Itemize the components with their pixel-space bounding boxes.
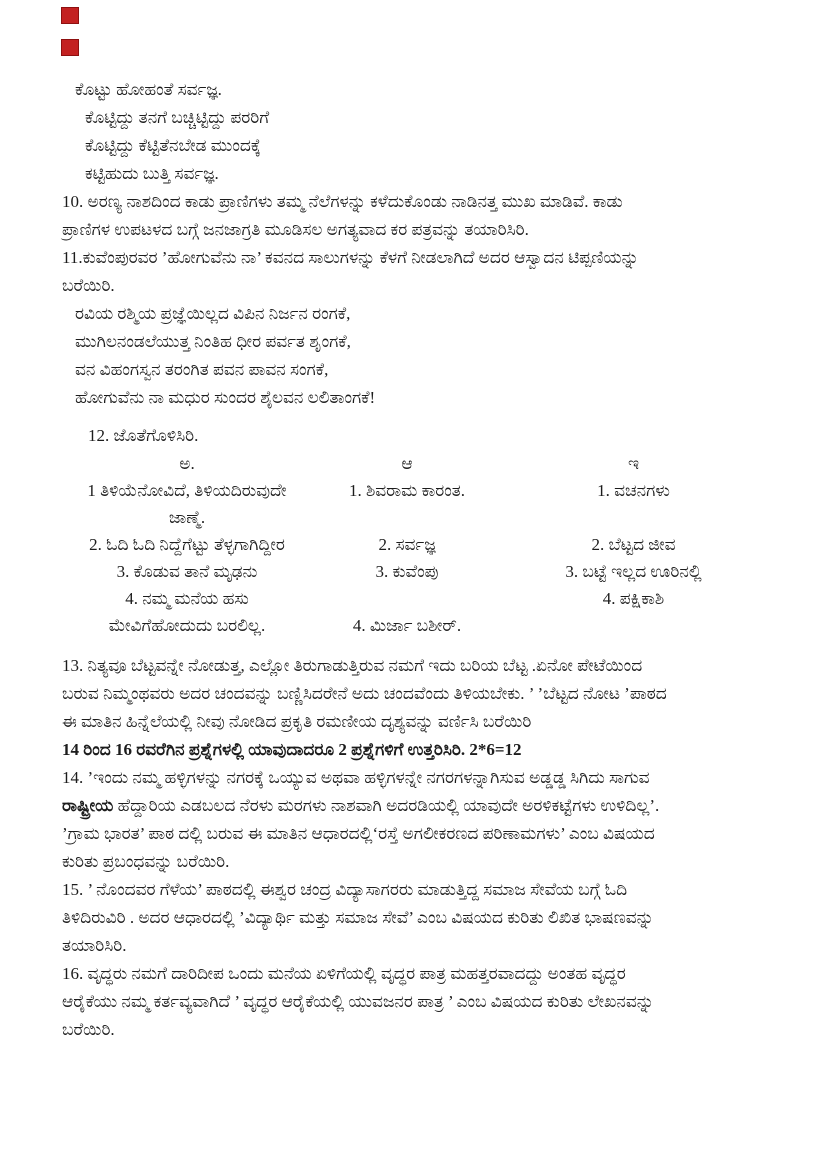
question-10-line-2: ಪ್ರಾಣಿಗಳ ಉಪಟಳದ ಬಗ್ಗೆ ಜನಜಾಗ್ರತಿ ಮೂಡಿಸಲ ಅಗತ್ಯವಾದ ಕರ ಪತ್ರವನ್ನು ತಯಾರಿಸಿರಿ. [62,220,529,239]
question-10 [62,188,767,244]
document-content [62,76,767,1044]
table-cell: 3. ಕೊಡುವ ತಾನೆ ಮೃಢನು [116,562,258,581]
question-14-line-3: ’ಗ್ರಾಮ ಭಾರತ’ ಪಾಠ ದಲ್ಲಿ ಬರುವ ಈ ಮಾತಿನ ಆಧಾರದಲ್ಲಿ‘ರಸ್ತೆ ಅಗಲೀಕರಣದ ಪರಿಣಾಮಗಳು’ ಎಂಬ ವಿಷಯದ [62,824,655,843]
question-13 [62,652,767,736]
table-cell: 1 ತಿಳಿಯೆನೋವಿದೆ, ತಿಳಿಯದಿರುವುದೇ [87,481,287,500]
question-16-line-1: 16. ವೃದ್ಧರು ನಮಗೆ ದಾರಿದೀಪ ಒಂದು ಮನೆಯ ಏಳಿಗೆಯಲ್ಲಿ ವೃದ್ಧರ ಪಾತ್ರ ಮಹತ್ತರವಾದದ್ದು ಅಂತಹ ವೃದ್ಧರ [62,964,626,983]
red-mark-top [61,7,79,24]
table-cell: 4. ಪಕ್ಷಿಕಾಶಿ [602,589,665,608]
table-cell [502,504,765,531]
question-14-bold-word: ರಾಷ್ಟ್ರೀಯ [62,796,114,815]
question-15-line-1: 15. ’ ನೊಂದವರ ಗೆಳೆಯ’ ಪಾಠದಲ್ಲಿ ಈಶ್ವರ ಚಂದ್ರ ವಿದ್ಯಾಸಾಗರರು ಮಾಡುತ್ತಿದ್ದ ಸಮಾಜ ಸೇವೆಯ ಬಗ್ಗೆ ಓದಿ [62,880,628,899]
question-14 [62,764,767,876]
poem-line: ವನ ವಿಹಂಗಸ್ವನ ತರಂಗಿತ ಪವನ ಪಾವನ ಸಂಗಕೆ, [75,360,329,379]
question-13-line-3: ಈ ಮಾತಿನ ಹಿನ್ನೆಲೆಯಲ್ಲಿ ನೀವು ನೋಡಿದ ಪ್ರಕೃತಿ ರಮಣೀಯ ದೃಶ್ಯವನ್ನು ವರ್ಣಿಸಿ ಬರೆಯಿರಿ [62,712,532,731]
table-cell: 4. ಮಿರ್ಜಾ ಬಶೀರ್. [352,616,462,635]
poem-hoguvenu-naa [62,300,767,412]
question-15-line-3: ತಯಾರಿಸಿರಿ. [62,936,127,955]
question-16-line-2: ಆರೈಕೆಯು ನಮ್ಮ ಕರ್ತವ್ಯವಾಗಿದೆ ’ ವೃದ್ಧರ ಆರೈಕೆಯಲ್ಲಿ ಯುವಜನರ ಪಾತ್ರ ’ ಎಂಬ ವಿಷಯದ ಕುರಿತು ಲೇಖನವನ್ನು [62,992,654,1011]
question-12-title: 12. ಜೊತೆಗೊಳಿಸಿರಿ. [88,426,199,445]
table-cell: 2. ಓದಿ ಓದಿ ನಿದ್ದೆಗೆಟ್ಟು ತೆಳ್ಳಗಾಗಿದ್ದೀರ [89,535,285,554]
question-11-line-1: 11.ಕುವೆಂಪುರವರ ’ಹೋಗುವೆನು ನಾ’ ಕವನದ ಸಾಲುಗಳನ್ನು ಕೆಳಗೆ ನೀಡಲಾಗಿದೆ ಅದರ ಆಸ್ವಾದನ ಟಿಪ್ಪಣಿಯನ್ನು [62,248,639,267]
verse-line: ಕೊಟ್ಟಿದ್ದು ತನಗೆ ಬಚ್ಚಿಟ್ಟಿದ್ದು ಪರರಿಗೆ [85,108,270,127]
table-cell [502,612,765,639]
verse-line: ಕಟ್ಟಿಹುದು ಬುತ್ತಿ ಸರ್ವಜ್ಞ. [85,164,219,183]
column-header-e: ಇ [627,454,640,473]
column-header-aa: ಆ [401,454,413,473]
question-11-line-2: ಬರೆಯಿರಿ. [62,276,115,295]
table-cell: 2. ಸರ್ವಜ್ಞ [378,535,436,554]
verse-line: ಕೊಟ್ಟು ಹೋಹಂತೆ ಸರ್ವಜ್ಞ. [75,80,222,99]
table-cell: ಜಾಣ್ಮೆ. [168,508,206,527]
question-14-line-4: ಕುರಿತು ಪ್ರಬಂಧವನ್ನು ಬರೆಯಿರಿ. [62,852,230,871]
question-14-line-2 [62,792,767,820]
question-14-line-1: 14. ’ಇಂದು ನಮ್ಮ ಹಳ್ಳಿಗಳನ್ನು ನಗರಕ್ಕೆ ಒಯ್ಯುವ ಅಥವಾ ಹಳ್ಳಿಗಳನ್ನೇ ನಗರಗಳನ್ನಾಗಿಸುವ ಅಡ್ಡಡ್ಡ ಸಿಗಿದು ಸಾಗುವ [62,768,650,787]
table-cell [312,585,502,612]
question-16 [62,960,767,1044]
question-15-line-2: ತಿಳಿದಿರುವಿರಿ . ಅದರ ಆಧಾರದಲ್ಲಿ ’ವಿದ್ಯಾರ್ಥಿ ಮತ್ತು ಸಮಾಜ ಸೇವೆ’ ಎಂಬ ವಿಷಯದ ಕುರಿತು ಲಿಖಿತ ಭಾಷಣವನ್ನು [62,908,654,927]
matching-table [62,450,767,639]
table-cell: 1. ಶಿವರಾಮ ಕಾರಂತ. [348,481,466,500]
table-cell: 1. ವಚನಗಳು [597,481,670,500]
table-cell: 3. ಬಟ್ಟೆ ಇಲ್ಲದ ಊರಿನಲ್ಲಿ [565,562,702,581]
question-13-line-1: 13. ನಿತ್ಯವೂ ಬೆಟ್ಟವನ್ನೇ ನೋಡುತ್ತ, ಎಲ್ಲೋ ತಿರುಗಾಡುತ್ತಿರುವ ನಮಗೆ ಇದು ಬರಿಯ ಬೆಟ್ಟ .ಏನೋ ಪೇಟೆಯಿಂದ [62,656,643,675]
column-header-a: ಅ. [179,454,195,473]
poem-line: ಹೋಗುವೆನು ನಾ ಮಧುರ ಸುಂದರ ಶೈಲವನ ಲಲಿತಾಂಗಕೆ! [75,388,376,407]
question-13-line-2: ಬರುವ ನಿಮ್ಮಂಥವರು ಅದರ ಚಂದವನ್ನು ಬಣ್ಣಿಸಿದರೇನೆ ಅದು ಚಂದವೆಂದು ತಿಳಿಯಬೇಕು. ’ ’ಬೆಟ್ಟದ ನೋಟ ’ಪಾಠದ [62,684,667,703]
question-10-line-1: 10. ಅರಣ್ಯ ನಾಶದಿಂದ ಕಾಡು ಪ್ರಾಣಿಗಳು ತಮ್ಮ ನೆಲೆಗಳನ್ನು ಕಳೆದುಕೊಂಡು ನಾಡಿನತ್ತ ಮುಖ ಮಾಡಿವೆ. ಕಾಡು [62,192,623,211]
red-mark-bottom [61,39,79,56]
question-16-line-3: ಬರೆಯಿರಿ. [62,1020,115,1039]
poem-line: ಮುಗಿಲನಂಡಲೆಯುತ್ತ ನಿಂತಿಹ ಧೀರ ಪರ್ವತ ಶೃಂಗಕೆ, [75,332,351,351]
table-cell: ಮೇವಿಗೆಹೋದುದು ಬರಲಿಲ್ಲ. [108,616,266,635]
question-11 [62,244,767,300]
table-cell: 2. ಬೆಟ್ಟದ ಜೀವ [591,535,676,554]
verse-sarvajna [62,76,767,188]
question-15 [62,876,767,960]
table-cell: 3. ಕುವೆಂಪು [375,562,439,581]
verse-line: ಕೊಟ್ಟಿದ್ದು ಕೆಟ್ಟಿತೆನಬೇಡ ಮುಂದಕ್ಕೆ [85,136,261,155]
question-12 [62,422,767,639]
section-heading-14-16: 14 ರಿಂದ 16 ರವರೆಗಿನ ಪ್ರಶ್ನೆಗಳಲ್ಲಿ ಯಾವುದಾದರೂ 2 ಪ್ರಶ್ನೆಗಳಿಗೆ ಉತ್ತರಿಸಿರಿ. 2*6=12 [62,740,522,759]
table-cell: 4. ನಮ್ಮ ಮನೆಯ ಹಸು [125,589,249,608]
question-14-line-2-rest: ಹೆದ್ದಾರಿಯ ಎಡಬಲದ ನೆರಳು ಮರಗಳು ನಾಶವಾಗಿ ಅದರಡಿಯಲ್ಲಿ ಯಾವುದೇ ಅರಳಿಕಟ್ಟೆಗಳು ಉಳಿದಿಲ್ಲ’. [113,796,660,815]
poem-line: ರವಿಯ ರಶ್ಮಿಯ ಪ್ರಜ್ಞೆಯಿಲ್ಲದ ವಿಪಿನ ನಿರ್ಜನ ರಂಗಕೆ, [75,304,351,323]
table-cell [312,504,502,531]
